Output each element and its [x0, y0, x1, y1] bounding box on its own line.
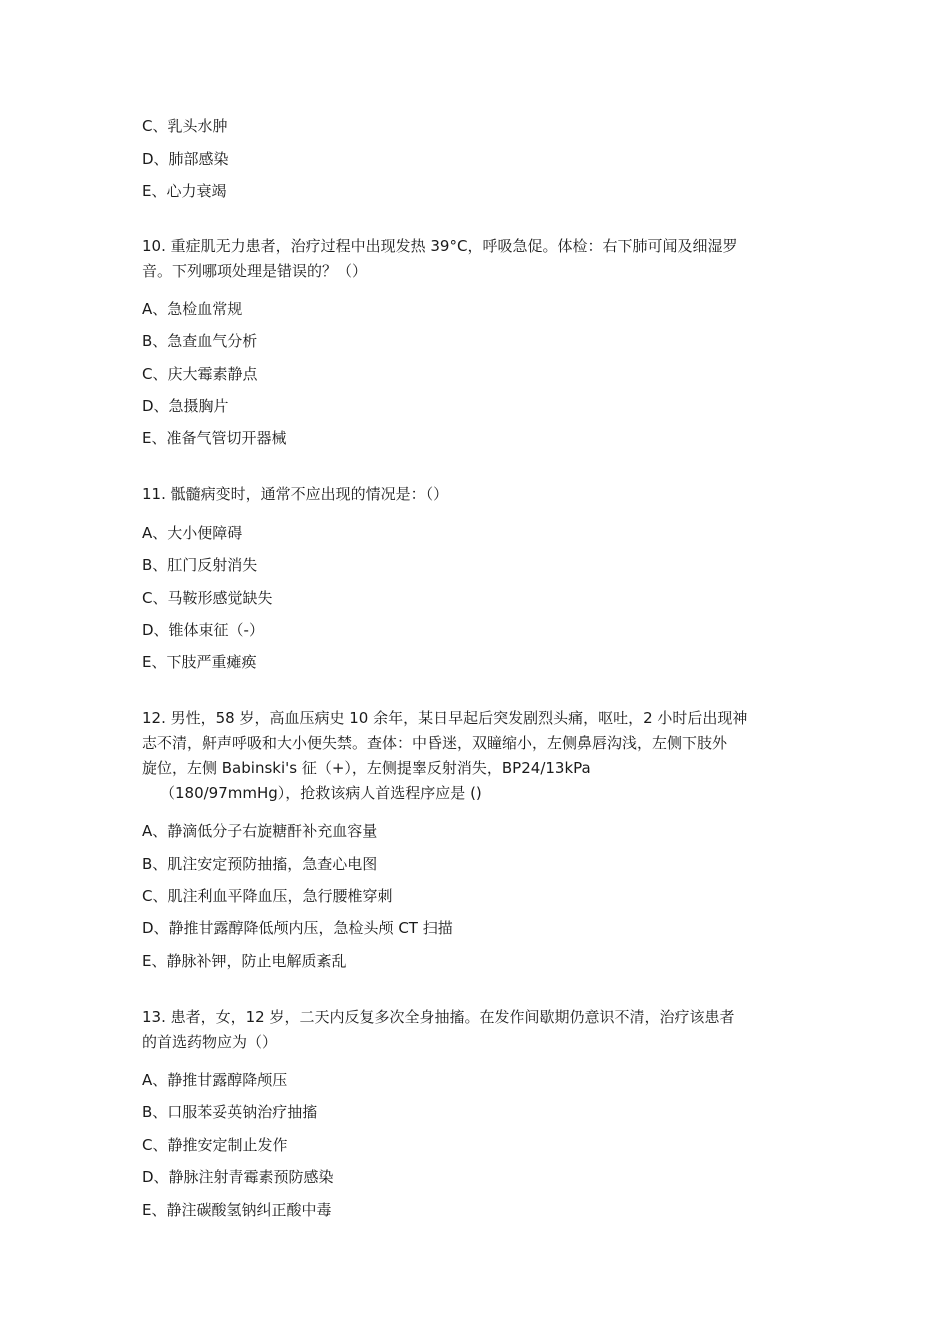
option-b: B、肛门反射消失 — [142, 556, 258, 574]
option-c: C、乳头水肿 — [142, 117, 228, 135]
option-e: E、下肢严重瘫痪 — [142, 653, 257, 671]
question-10 — [142, 234, 822, 284]
question-text: 12. 男性，58 岁，高血压病史 10 余年，某日早起后突发剧烈头痛，呕吐，2 小时后出现神 — [142, 709, 748, 727]
question-text: 音。下列哪项处理是错误的？（） — [142, 262, 368, 280]
question-text: 13. 患者，女，12 岁，二天内反复多次全身抽搐。在发作间歇期仍意识不清，治疗该患者 — [142, 1008, 735, 1026]
question-11 — [142, 482, 822, 507]
option-d: D、静推甘露醇降低颅内压，急检头颅 CT 扫描 — [142, 919, 453, 937]
option-b: B、急查血气分析 — [142, 332, 258, 350]
question-13 — [142, 1005, 822, 1055]
option-a: A、急检血常规 — [142, 300, 243, 318]
option-e: E、准备气管切开器械 — [142, 429, 287, 447]
option-b: B、肌注安定预防抽搐，急查心电图 — [142, 855, 378, 873]
option-b: B、口服苯妥英钠治疗抽搐 — [142, 1103, 318, 1121]
question-text: 志不清，鼾声呼吸和大小便失禁。查体：中昏迷，双瞳缩小，左侧鼻唇沟浅，左侧下肢外 — [142, 734, 728, 752]
option-a: A、大小便障碍 — [142, 524, 243, 542]
question-text: 11. 骶髓病变时，通常不应出现的情况是：（） — [142, 485, 449, 503]
question-text: （180/97mmHg），抢救该病人首选程序应是 () — [160, 784, 482, 802]
option-e: E、心力衰竭 — [142, 182, 227, 200]
question-12 — [142, 706, 822, 806]
option-d: D、锥体束征（-） — [142, 621, 264, 639]
option-e: E、静脉补钾，防止电解质紊乱 — [142, 952, 347, 970]
option-d: D、静脉注射青霉素预防感染 — [142, 1168, 334, 1186]
option-d: D、肺部感染 — [142, 150, 229, 168]
option-c: C、肌注利血平降血压，急行腰椎穿刺 — [142, 887, 393, 905]
option-d: D、急摄胸片 — [142, 397, 229, 415]
option-a: A、静滴低分子右旋糖酐补充血容量 — [142, 822, 378, 840]
option-c: C、庆大霉素静点 — [142, 365, 258, 383]
option-c: C、静推安定制止发作 — [142, 1136, 288, 1154]
option-a: A、静推甘露醇降颅压 — [142, 1071, 288, 1089]
option-c: C、马鞍形感觉缺失 — [142, 589, 273, 607]
option-e: E、静注碳酸氢钠纠正酸中毒 — [142, 1201, 332, 1219]
question-text: 的首选药物应为（） — [142, 1033, 278, 1051]
question-text: 10. 重症肌无力患者，治疗过程中出现发热 39°C，呼吸急促。体检：右下肺可闻及细湿罗 — [142, 237, 738, 255]
question-text: 旋位，左侧 Babinski's 征（+），左侧提睾反射消失，BP24/13kPa — [142, 759, 591, 777]
